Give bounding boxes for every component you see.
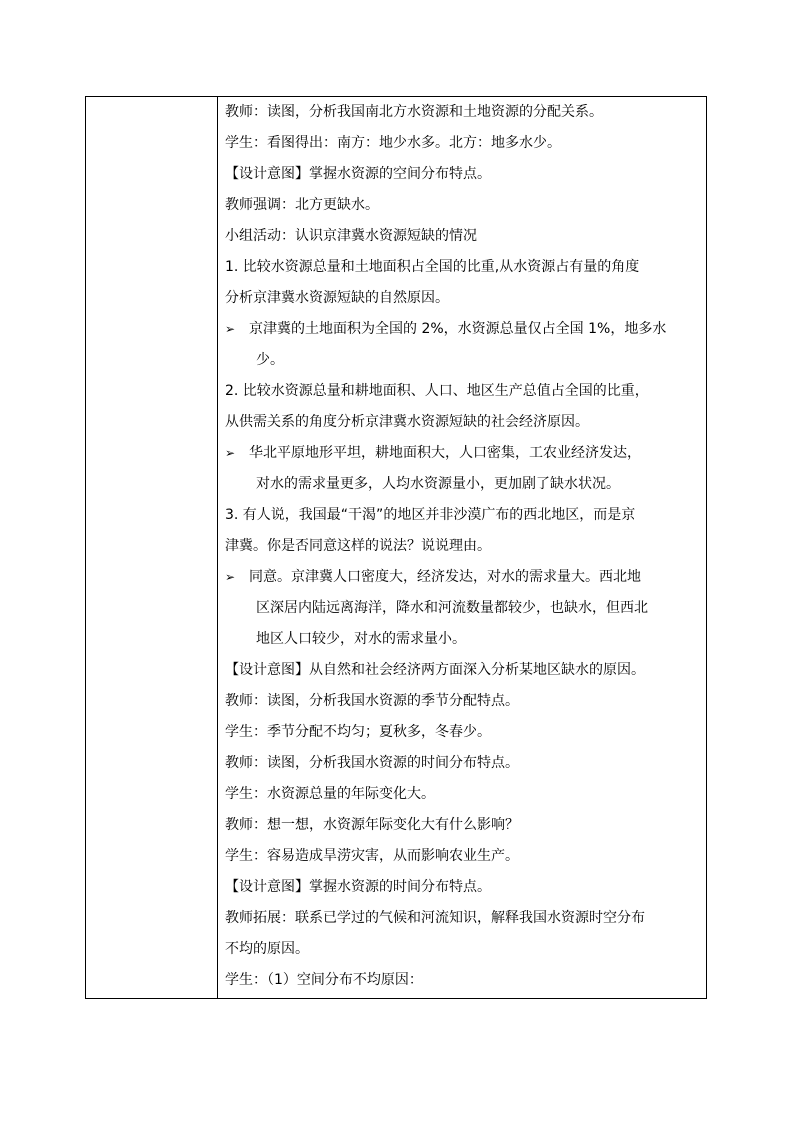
text-line: 教师拓展：联系已学过的气候和河流知识，解释我国水资源时空分布 [225, 910, 645, 926]
text-line: 3. 有人说，我国最“干渴”的地区并非沙漠广布的西北地区，而是京 [225, 507, 636, 523]
text-line: 教师强调：北方更缺水。 [225, 197, 379, 213]
bullet-item [225, 438, 701, 469]
text-line: 教师：读图，分析我国南北方水资源和土地资源的分配关系。 [225, 104, 603, 120]
column-divider [217, 97, 218, 998]
bullet-continuation: 地区人口较少，对水的需求量小。 [256, 631, 466, 647]
text-line: 教师：想一想，水资源年际变化大有什么影响？ [225, 817, 519, 833]
text-line: 不均的原因。 [225, 941, 309, 957]
text-line: 【设计意图】掌握水资源的空间分布特点。 [225, 166, 491, 182]
text-line: 教师：读图，分析我国水资源的时间分布特点。 [225, 755, 519, 771]
bullet-text: 京津冀的土地面积为全国的 2%，水资源总量仅占全国 1%，地多水 [249, 321, 667, 337]
bullet-text: 华北平原地形平坦，耕地面积大，人口密集，工农业经济发达， [249, 445, 641, 461]
arrow-bullet-icon: ➢ [225, 446, 236, 460]
text-line: 学生：季节分配不均匀；夏秋多，冬春少。 [225, 724, 491, 740]
bullet-item [225, 562, 701, 593]
bullet-continuation: 少。 [256, 352, 284, 368]
text-line: 1. 比较水资源总量和土地面积占全国的比重,从水资源占有量的角度 [225, 259, 640, 275]
text-line: 学生：看图得出：南方：地少水多。北方：地多水少。 [225, 135, 561, 151]
text-line: 小组活动：认识京津冀水资源短缺的情况 [225, 228, 477, 244]
arrow-bullet-icon: ➢ [225, 570, 236, 584]
bullet-continuation: 区深居内陆远离海洋，降水和河流数量都较少，也缺水，但西北 [256, 600, 648, 616]
text-line: 教师：读图，分析我国水资源的季节分配特点。 [225, 693, 519, 709]
lesson-table [85, 96, 707, 999]
bullet-text: 同意。京津冀人口密度大，经济发达，对水的需求量大。西北地 [249, 569, 641, 585]
lesson-content-cell [225, 97, 701, 996]
text-line: 从供需关系的角度分析京津冀水资源短缺的社会经济原因。 [225, 414, 589, 430]
text-line: 学生：水资源总量的年际变化大。 [225, 786, 435, 802]
text-line: 2. 比较水资源总量和耕地面积、人口、地区生产总值占全国的比重， [225, 383, 649, 399]
text-line: 【设计意图】从自然和社会经济两方面深入分析某地区缺水的原因。 [225, 662, 645, 678]
text-line: 津冀。你是否同意这样的说法？说说理由。 [225, 538, 491, 554]
bullet-item [225, 314, 701, 345]
bullet-continuation: 对水的需求量更多，人均水资源量小，更加剧了缺水状况。 [256, 476, 620, 492]
text-line: 【设计意图】掌握水资源的时间分布特点。 [225, 879, 491, 895]
text-line: 学生：容易造成旱涝灾害，从而影响农业生产。 [225, 848, 519, 864]
arrow-bullet-icon: ➢ [225, 322, 236, 336]
text-line: 分析京津冀水资源短缺的自然原因。 [225, 290, 449, 306]
text-line: 学生：（1）空间分布不均原因： [225, 972, 423, 988]
